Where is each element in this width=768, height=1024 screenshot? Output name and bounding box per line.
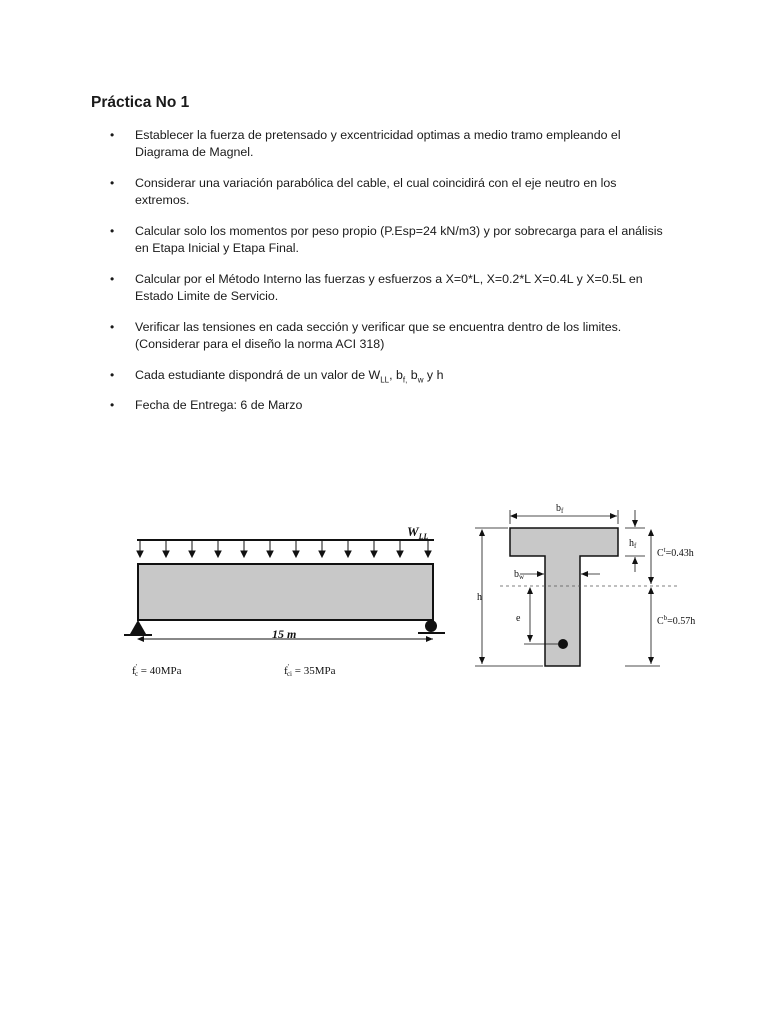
fci-label: f' ci = 35MPa [284,663,336,678]
item-line: extremos. [135,193,190,207]
bullet: • [110,176,115,190]
item-line: Calcular por el Método Interno las fuerzas y esfuerzos a X=0*L, X=0.2*L X=0.4L y X=0.5L en [135,272,643,286]
h-label: h [477,592,482,603]
roller-support [425,620,437,632]
beam-elevation [124,524,445,678]
load-label: $W_{LL}$ [407,524,429,541]
item-line: Verificar las tensiones en cada sección y verificar que se encuentra dentro de los limites. [135,320,622,334]
page-title: Práctica No 1 [91,94,190,111]
bw-label: $b_w$ [514,569,525,581]
hf-label: $h_f$ [629,538,637,550]
item-line: Considerar una variación parabólica del cable, el cual coincidirá con el eje neutro en los [135,176,617,190]
fc-label: f' c = 40MPa [132,663,182,678]
structure-figure [120,488,720,688]
e-label: e [516,613,521,624]
bf-label: $b_f$ [556,503,564,515]
bullet: • [110,368,115,382]
item-line: Diagrama de Magnel. [135,145,254,159]
item-line: Cada estudiante dispondrá de un valor de $W_{LL}$, $b_{f,}$ $b_w$ y h [135,368,444,385]
cb-label: $C^b=0.57h$ [657,614,696,627]
beam-and-section-diagram [120,488,720,688]
t-section [475,503,695,666]
bullet: • [110,272,115,286]
item-line: Fecha de Entrega: 6 de Marzo [135,398,303,412]
load-arrows [137,540,431,557]
bullet: • [110,224,115,238]
span-label: 15 m [272,627,297,641]
ct-label: $C^t=0.43h$ [657,546,694,559]
item-line: Establecer la fuerza de pretensado y excentricidad optimas a medio tramo empleando el [135,128,621,142]
bullet: • [110,320,115,334]
tendon-icon [558,639,568,649]
beam-body [138,564,433,620]
item-line: Calcular solo los momentos por peso propio (P.Esp=24 kN/m3) y por sobrecarga para el análisis [135,224,663,238]
pin-support [130,620,146,634]
item-line: en Etapa Inicial y Etapa Final. [135,241,299,255]
item-line: Estado Limite de Servicio. [135,289,279,303]
item-line: (Considerar para el diseño la norma ACI 318) [135,337,385,351]
bullet: • [110,128,115,142]
bullet: • [110,398,115,412]
